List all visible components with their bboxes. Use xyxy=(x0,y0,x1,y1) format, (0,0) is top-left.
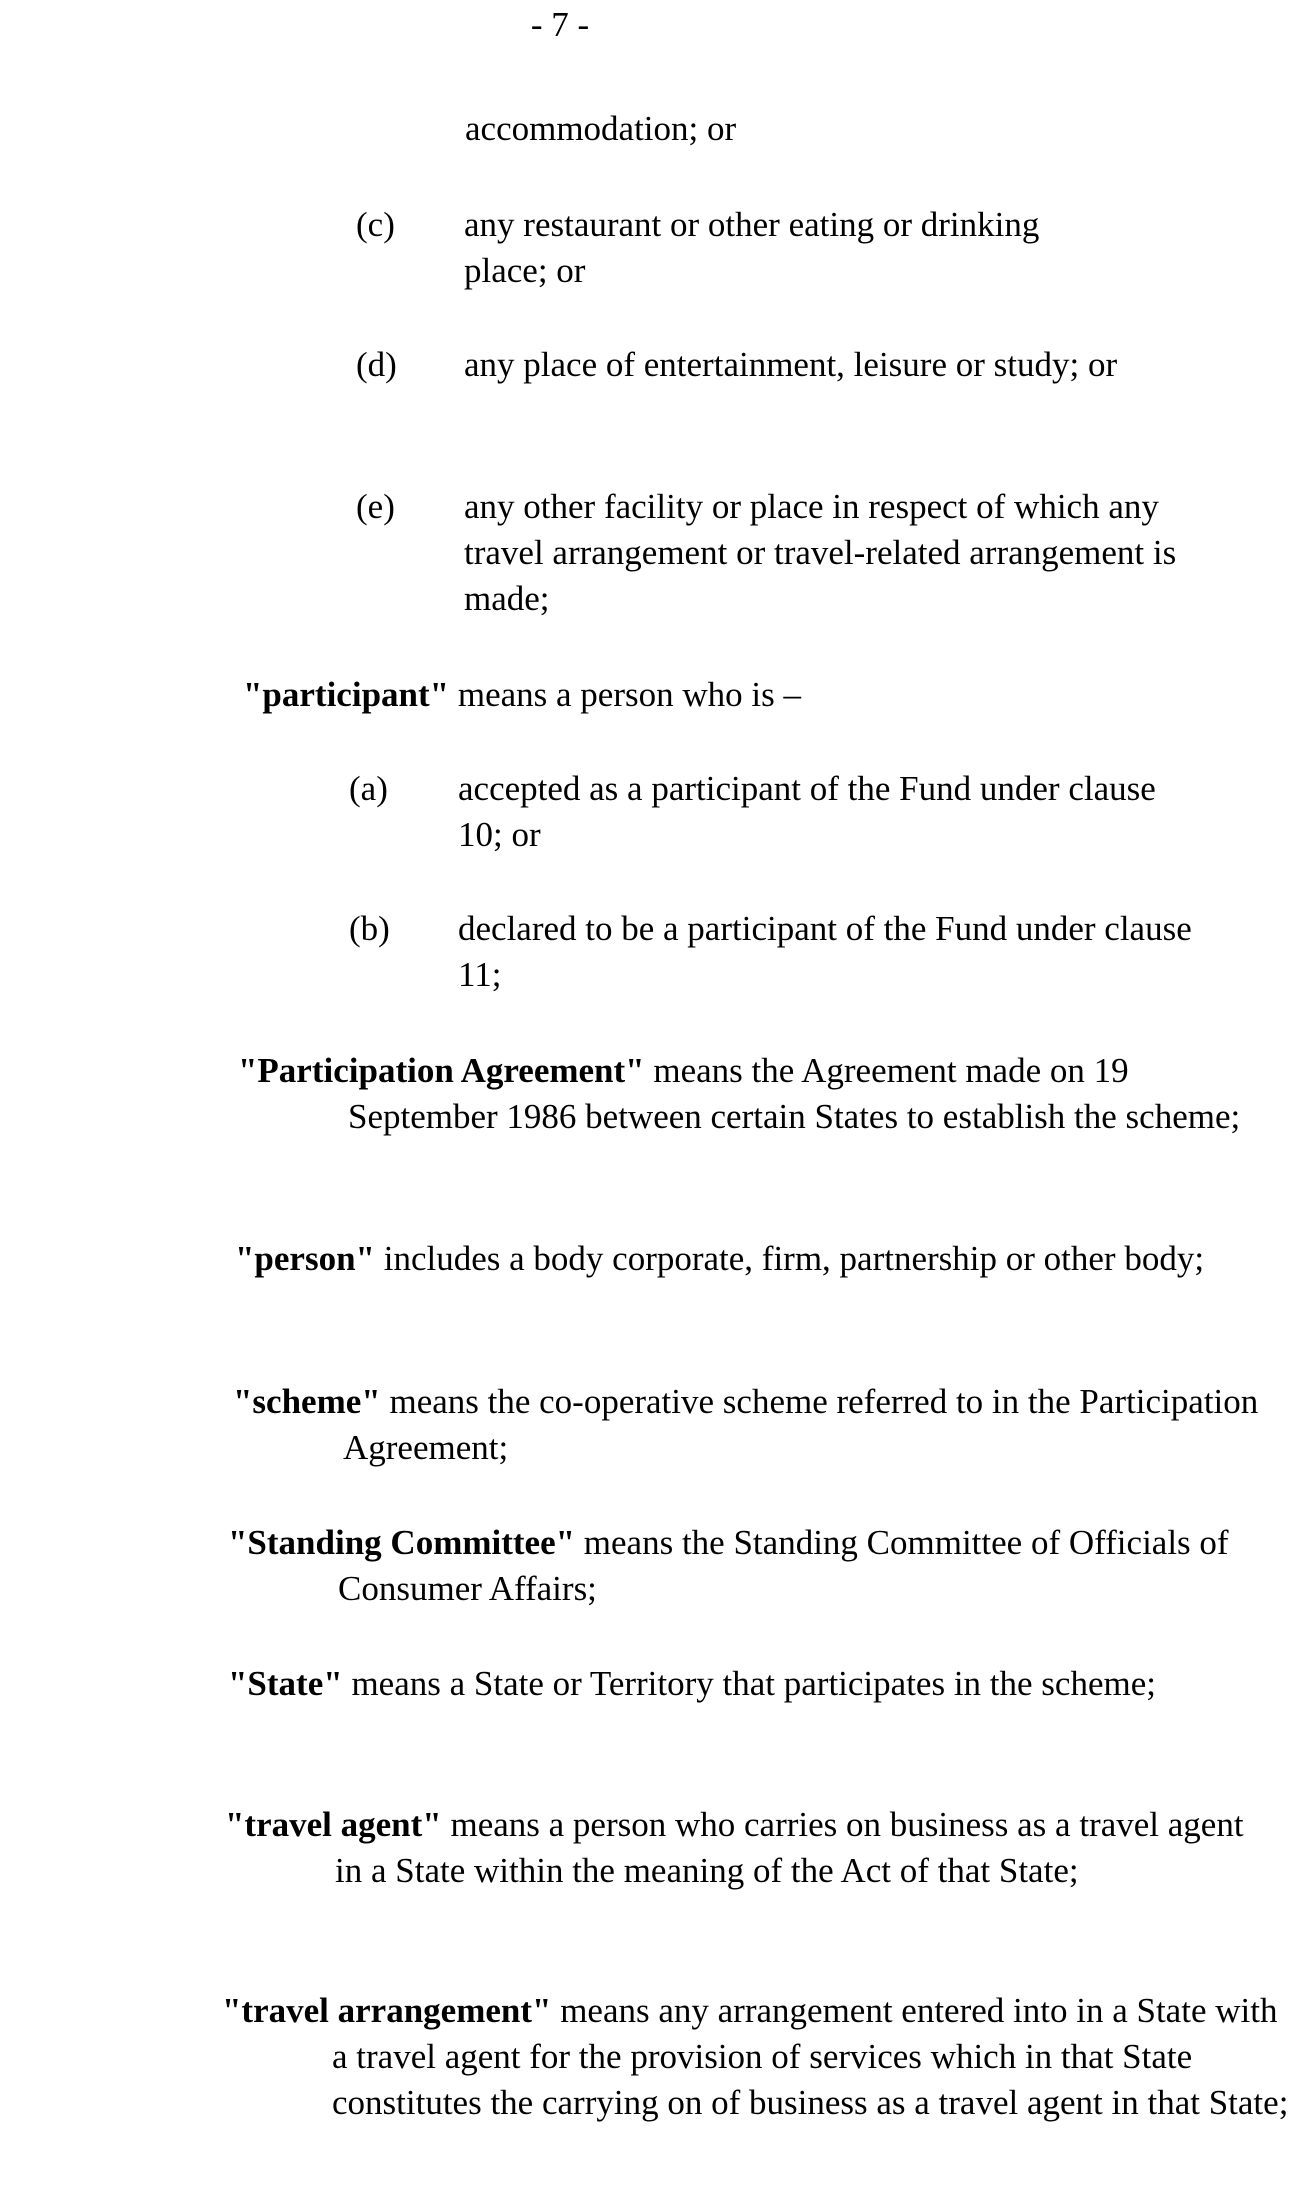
definition-text: means any arrangement entered into in a State with a travel agent for the provision of services which in that State constitutes the carrying on of business as a travel agent in that State; xyxy=(332,1991,1289,2122)
definition-term: "participant" xyxy=(243,675,450,714)
item-text: any other facility or place in respect of which any travel arrangement or travel-related arrangement is made; xyxy=(464,487,1177,618)
item-text: declared to be a participant of the Fund under clause 11; xyxy=(458,909,1192,994)
definition-state xyxy=(228,1661,1258,1707)
definition-scheme xyxy=(233,1379,1303,1471)
continuation-text: accommodation; or xyxy=(465,109,737,148)
list-item-d xyxy=(356,342,1196,434)
item-text: any restaurant or other eating or drinking place; or xyxy=(464,205,1040,290)
list-item-c xyxy=(356,202,1196,294)
item-text: any place of entertainment, leisure or study; or xyxy=(464,345,1118,384)
definition-term: "State" xyxy=(228,1664,343,1703)
list-item-b xyxy=(349,906,1192,998)
list-item-e xyxy=(356,484,1196,622)
item-label: (d) xyxy=(356,345,397,384)
definition-participation-agreement xyxy=(238,1048,1268,1140)
definition-text: means the Standing Committee of Officials of Consumer Affairs; xyxy=(338,1523,1229,1608)
definition-text: means the Agreement made on 19 September 1986 between certain States to establish the scheme; xyxy=(348,1051,1241,1136)
definition-text: means a State or Territory that participates in the scheme; xyxy=(342,1664,1156,1703)
definition-term: "travel agent" xyxy=(225,1805,442,1844)
definition-term: "scheme" xyxy=(233,1382,381,1421)
item-label: (a) xyxy=(349,769,388,808)
definition-travel-arrangement xyxy=(222,1988,1292,2126)
definition-text: means a person who is – xyxy=(449,675,801,714)
definition-text: means a person who carries on business as a travel agent in a State within the meaning of the Act of that State; xyxy=(335,1805,1244,1890)
definition-text: means the co-operative scheme referred to in the Participation Agreement; xyxy=(343,1382,1259,1467)
definition-standing-committee xyxy=(228,1520,1298,1612)
item-text: accepted as a participant of the Fund under clause 10; or xyxy=(458,769,1156,854)
item-label: (c) xyxy=(356,205,395,244)
item-label: (b) xyxy=(349,909,390,948)
definition-person xyxy=(235,1236,1265,1282)
page-number: - 7 - xyxy=(530,5,590,44)
item-label: (e) xyxy=(356,487,395,526)
definition-term: "person" xyxy=(235,1239,375,1278)
definition-term: "Participation Agreement" xyxy=(238,1051,645,1090)
definition-text: includes a body corporate, firm, partnership or other body; xyxy=(374,1239,1205,1278)
definition-term: "travel arrangement" xyxy=(222,1991,552,2030)
definition-participant xyxy=(243,672,801,718)
definition-travel-agent xyxy=(225,1802,1265,1894)
definition-term: "Standing Committee" xyxy=(228,1523,576,1562)
list-item-a xyxy=(349,766,1189,858)
